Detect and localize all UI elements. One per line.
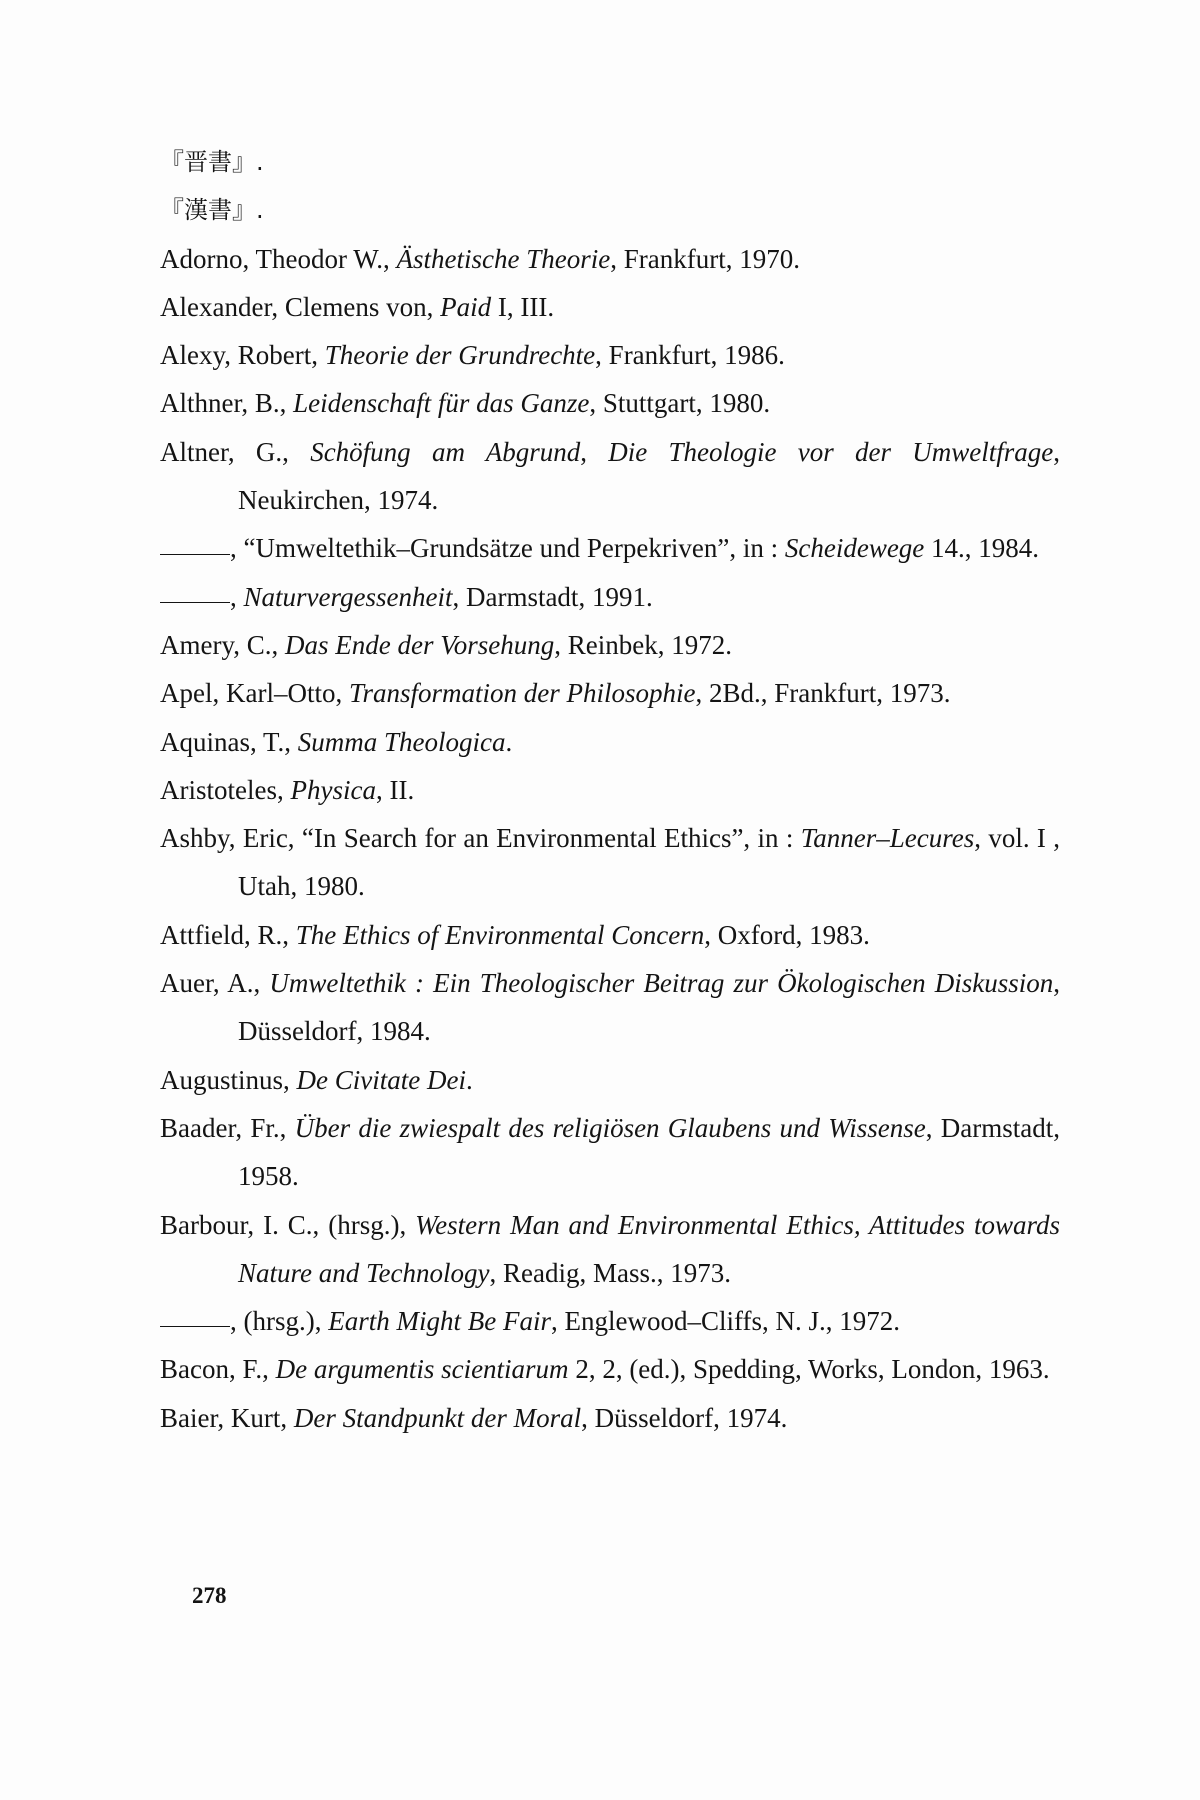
bibliography-entry: [160, 138, 1060, 186]
entry-text: , “Umweltethik–Grundsätze und Perpekriven”, in :: [230, 533, 785, 564]
entry-text: Altner, G.,: [160, 436, 311, 467]
page-number: 278: [192, 1583, 227, 1608]
entry-title: Umweltethik : Ein Theologischer Beitrag zur Ökologischen Diskussion: [269, 968, 1054, 999]
entry-text: , Frankfurt, 1970.: [610, 243, 800, 274]
entry-title: Summa Theologica: [297, 726, 506, 757]
entry-text: Alexander, Clemens von,: [160, 291, 441, 322]
bibliography-entry: [160, 766, 1060, 814]
entry-title: Physica: [290, 774, 376, 805]
ditto-dash: [160, 554, 230, 555]
entry-text: , Düsseldorf, 1974.: [581, 1402, 788, 1433]
bibliography-entry: [160, 428, 1060, 525]
entry-text: ,: [230, 581, 244, 612]
bibliography-entry: [160, 1394, 1060, 1442]
entry-text: Auer, A.,: [160, 968, 270, 999]
entry-text: , vol. I , Utah, 1980.: [238, 823, 1060, 902]
entry-text: I, III.: [491, 291, 555, 322]
entry-title: De Civitate Dei: [296, 1064, 466, 1095]
entry-text: , (hrsg.),: [230, 1306, 329, 1337]
bibliography-entry: [160, 959, 1060, 1056]
entry-text: Augustinus,: [160, 1064, 297, 1095]
bibliography-entry: [160, 621, 1060, 669]
entry-text: , Neukirchen, 1974.: [238, 436, 1060, 516]
bibliography-entry: [160, 379, 1060, 427]
entry-title: Das Ende der Vorsehung: [284, 629, 555, 660]
entry-title: Über die zwiespalt des religiösen Glaubens und Wissense: [294, 1112, 926, 1143]
entry-text: Baier, Kurt,: [160, 1402, 294, 1433]
entry-text: Attfield, R.,: [160, 919, 296, 950]
bibliography-entry: [160, 331, 1060, 379]
bibliography-entry: [160, 524, 1060, 572]
entry-text: Amery, C.,: [160, 629, 285, 660]
entry-title: Theorie der Grundrechte: [324, 340, 596, 371]
entry-title: Tanner–Lecures: [800, 823, 975, 854]
entry-text: , II.: [375, 774, 415, 805]
bibliography-entry: [160, 186, 1060, 234]
bibliography-entry: [160, 573, 1060, 621]
entry-title: De argumentis scientiarum: [275, 1354, 569, 1385]
entry-text: , Darmstadt, 1958.: [238, 1112, 1060, 1192]
entry-text: Aristoteles,: [160, 774, 291, 805]
bibliography-entry: [160, 669, 1060, 717]
entry-text: .: [505, 726, 513, 757]
entry-text: Alexy, Robert,: [160, 340, 325, 371]
entry-title: The Ethics of Environmental Concern: [295, 919, 705, 950]
entry-text: , Readig, Mass., 1973.: [489, 1257, 731, 1288]
entry-text: 『晋書』.: [160, 148, 264, 176]
entry-text: , Oxford, 1983.: [704, 919, 870, 950]
bibliography-entry: [160, 1056, 1060, 1104]
entry-text: Ashby, Eric, “In Search for an Environmental Ethics”, in :: [160, 823, 801, 854]
bibliography-entry: [160, 1345, 1060, 1393]
entry-title: Schöfung am Abgrund: [310, 436, 581, 467]
bibliography-entry: [160, 814, 1060, 911]
bibliography-entry: [160, 235, 1060, 283]
entry-text: , Darmstadt, 1991.: [452, 581, 653, 612]
entry-text: .: [465, 1064, 473, 1095]
entry-title: Scheidewege: [784, 533, 925, 564]
bibliography-entry: [160, 1201, 1060, 1298]
entry-text: Apel, Karl–Otto,: [160, 678, 349, 709]
entry-text: Bacon, F.,: [160, 1354, 276, 1385]
bibliography-list: [160, 138, 1060, 1442]
entry-title: Naturvergessenheit: [243, 581, 453, 612]
bibliography-entry: [160, 1104, 1060, 1201]
entry-title: Die Theologie vor der Umweltfrage: [608, 436, 1054, 467]
entry-title: Der Standpunkt der Moral: [293, 1402, 582, 1433]
entry-text: , Englewood–Cliffs, N. J., 1972.: [550, 1306, 900, 1337]
entry-text: , Frankfurt, 1986.: [595, 340, 785, 371]
bibliography-entry: [160, 911, 1060, 959]
bibliography-entry: [160, 1297, 1060, 1345]
entry-text: ,: [580, 436, 609, 467]
entry-text: 『漢書』.: [160, 196, 264, 225]
ditto-dash: [160, 1326, 230, 1327]
ditto-dash: [160, 602, 230, 603]
entry-title: Ästhetische Theorie: [396, 243, 611, 274]
bibliography-entry: [160, 718, 1060, 766]
entry-text: Barbour, I. C., (hrsg.),: [160, 1209, 416, 1240]
entry-title: Western Man and Environmental Ethics, Attitudes towards Nature and Technology: [238, 1209, 1061, 1288]
entry-text: Adorno, Theodor W.,: [160, 243, 397, 274]
entry-text: Aquinas, T.,: [160, 726, 298, 757]
entry-text: , 2Bd., Frankfurt, 1973.: [695, 678, 951, 709]
entry-text: 2, 2, (ed.), Spedding, Works, London, 1963.: [568, 1354, 1050, 1385]
entry-text: , Düsseldorf, 1984.: [238, 968, 1060, 1047]
entry-title: Paid: [440, 291, 492, 322]
entry-text: , Stuttgart, 1980.: [589, 388, 771, 419]
bibliography-entry: [160, 283, 1060, 331]
entry-text: Althner, B.,: [160, 388, 294, 419]
entry-title: Leidenschaft für das Ganze: [293, 388, 590, 419]
entry-title: Transformation der Philosophie: [348, 678, 696, 709]
entry-text: Baader, Fr.,: [160, 1112, 295, 1143]
entry-title: Earth Might Be Fair: [328, 1306, 551, 1337]
entry-text: , Reinbek, 1972.: [554, 629, 732, 660]
entry-text: 14., 1984.: [924, 533, 1040, 564]
